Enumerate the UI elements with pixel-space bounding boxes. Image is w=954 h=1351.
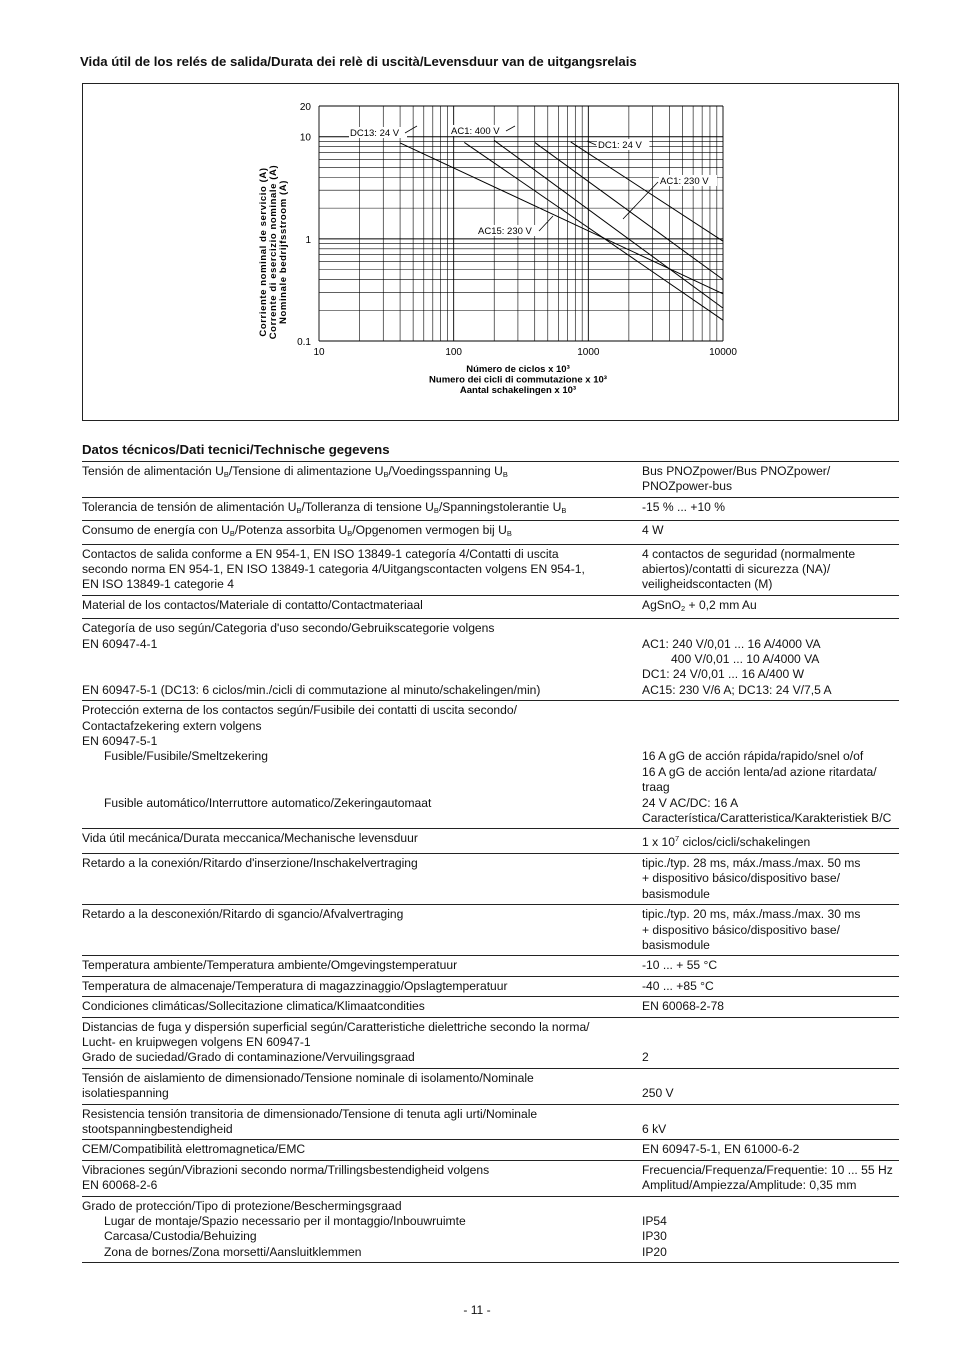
cell-text: isolatiespanning [82,1086,169,1101]
series-label: DC1: 24 V [598,140,642,151]
row-value-cell [642,544,899,595]
cell-text: IP30 [642,1229,667,1244]
row-value-cell [642,976,899,996]
cell-text: DC1: 24 V/0,01 ... 16 A/400 W [642,667,805,682]
cell-text: -40 ... +85 °C [642,978,714,993]
table-row [82,1196,899,1263]
cell-text: Grado de suciedad/Grado di contaminazione/Vervuilingsgraad [82,1050,415,1065]
cell-text: ciclos/cicli/schakelingen [679,835,811,850]
cell-text: + dispositivo básico/dispositivo base/ [642,922,840,937]
y-tick-label: 10 [299,132,311,144]
cell-text: Fusible automático/Interruttore automatico/Zekeringautomaat [104,795,432,810]
cell-text: + dispositivo básico/dispositivo base/ [642,871,840,886]
cell-text [642,1035,899,1050]
tech-data-table [82,461,899,1263]
table-row [82,544,899,595]
row-label-cell [82,956,642,976]
cell-text: tipic./typ. 20 ms, máx./mass./max. 30 ms [642,907,861,922]
row-value-cell [642,829,899,853]
cell-text: B [296,505,302,515]
row-value-cell [642,1196,899,1263]
cell-text: EN 60947-4-1 [82,636,158,651]
row-value-cell [642,997,899,1017]
tech-data-heading: Datos técnicos/Dati tecnici/Technische gegevens [82,442,390,457]
table-row [82,1160,899,1196]
row-label-cell [82,905,642,956]
cell-text: 2 [642,1050,649,1065]
chart-heading: Vida útil de los relés de salida/Durata dei relè di uscità/Levensduur van de uitgangsrelais [80,54,637,69]
table-row [82,1017,899,1068]
cell-text: 16 A gG de acción rápida/rapido/snel o/of [642,749,864,764]
x-axis-label: Numero dei cicli di commutazione x 10³ [429,374,607,386]
table-row [82,619,899,701]
cell-text: Contactafzekering extern volgens [82,718,262,733]
cell-text [642,1199,899,1214]
series-label: AC15: 230 V [478,226,532,237]
series-line [400,143,723,294]
cell-text: stootspanningbestendigheid [82,1121,233,1136]
cell-text: Distancias de fuga y dispersión superficial según/Caratteristiche dielettriche secondo la norma/ [82,1019,590,1034]
y-tick-label: 0.1 [297,337,311,348]
cell-text: AC1: 240 V/0,01 ... 16 A/4000 VA [642,636,821,651]
cell-text: EN 60068-2-6 [82,1178,158,1193]
cell-text: veiligheidscontacten (M) [642,577,773,592]
row-value-cell [642,462,899,498]
cell-text: Carcasa/Custodia/Behuizing [104,1229,257,1244]
row-value-cell [642,1160,899,1196]
cell-text: EN 60947-5-1, EN 61000-6-2 [642,1142,800,1157]
cell-text: IP20 [642,1244,667,1259]
lifetime-chart [83,84,900,422]
table-row [82,853,899,904]
cell-text: B [229,529,235,539]
cell-text: B [502,470,508,479]
row-label-cell [82,595,642,618]
cell-text: Zona de bornes/Zona morsetti/Aansluitklemmen [104,1244,362,1259]
cell-text: Temperatura ambiente/Temperatura ambiente/Omgevingstemperatuur [82,958,458,973]
table-row [82,976,899,996]
y-axis-label: Nominale bedrijfsstroom (A) [278,180,289,324]
cell-text: Temperatura de almacenaje/Temperatura di magazzinaggio/Opslagtemperatuur [82,978,508,993]
series-label: AC1: 400 V [451,126,500,137]
row-label-cell [82,853,642,904]
table-row [82,1068,899,1104]
row-label-cell [82,462,642,498]
cell-text: Fusible/Fusibile/Smeltzekering [104,749,269,764]
row-value-cell [642,853,899,904]
cell-text: Tensión de alimentación U [82,464,224,478]
row-label-cell [82,521,642,544]
cell-text: Frecuencia/Frequenza/Frequentie: 10 ... 55 Hz [642,1162,893,1177]
cell-text: Contactos de salida conforme a EN 954-1, EN ISO 13849-1 categoría 4/Contatti di uscita [82,546,559,561]
series-leader-line [539,216,553,231]
table-row [82,1104,899,1140]
cell-text: 2 [681,603,686,613]
row-label-cell [82,1017,642,1068]
x-axis-label: Aantal schakelingen x 10³ [459,385,577,396]
x-tick-label: 10000 [709,347,737,358]
cell-text: Protección externa de los contactos según/Fusibile dei contatti di uscita secondo/ [82,703,517,718]
cell-text: AC15: 230 V/6 A; DC13: 24 V/7,5 A [642,682,832,697]
cell-text: 1 x 10 [642,835,675,850]
cell-text [642,621,899,636]
cell-text: /Tensione di alimentazione U [228,464,384,478]
cell-text: /Voedingsspanning U [388,464,503,478]
cell-text: EN 60947-5-1 (DC13: 6 ciclos/min./cicli di commutazione al minuto/schakelingen/min) [82,682,541,697]
y-tick-label: 1 [305,234,311,246]
cell-text: -15 % ... +10 % [642,499,726,514]
series-label: DC13: 24 V [350,128,400,139]
row-value-cell [642,956,899,976]
cell-text [82,780,642,795]
cell-text: EN ISO 13849-1 categorie 4 [82,577,234,592]
cell-text [82,652,642,667]
cell-text: Retardo a la conexión/Ritardo d'inserzione/Inschakelvertraging [82,855,418,870]
cell-text: Condiciones climáticas/Sollecitazione climatica/Klimaatcondities [82,999,425,1014]
table-row [82,701,899,829]
cell-text: basismodule [642,886,710,901]
cell-text [642,703,899,718]
cell-text [82,500,642,518]
cell-text: + 0,2 mm Au [685,597,757,612]
table-row [82,595,899,618]
row-value-cell [642,1104,899,1140]
table-row [82,497,899,520]
row-label-cell [82,701,642,829]
row-label-cell [82,619,642,701]
cell-text: 4 W [642,523,664,538]
cell-text: Vibraciones según/Vibrazioni secondo norma/Trillingsbestendigheid volgens [82,1162,490,1177]
cell-text: PNOZpower-bus [642,479,733,494]
cell-text: B [347,529,353,539]
cell-text: /Potenza assorbita U [234,523,348,538]
cell-text: Categoría de uso según/Categoria d'uso secondo/Gebruikscategorie volgens [82,621,495,636]
row-value-cell [642,701,899,829]
lifetime-chart-frame [82,83,899,421]
table-row [82,997,899,1017]
cell-text: Retardo a la desconexión/Ritardo di sgancio/Afvalvertraging [82,907,404,922]
cell-text: basismodule [642,937,710,952]
cell-text: AgSnO [642,597,681,612]
row-label-cell [82,997,642,1017]
row-label-cell [82,1196,642,1263]
cell-text: EN 60068-2-78 [642,999,725,1014]
cell-text: 250 V [642,1086,674,1101]
row-value-cell [642,1017,899,1068]
cell-text: /Tolleranza di tensione U [301,499,434,514]
x-tick-label: 100 [445,347,463,358]
cell-text: B [223,470,229,479]
cell-text: Material de los contactos/Materiale di contatto/Contactmateriaal [82,597,423,612]
row-value-cell [642,1140,899,1160]
cell-text: Lucht- en kruipwegen volgens EN 60947-1 [82,1034,311,1049]
x-tick-label: 10 [313,347,325,358]
cell-text [82,667,642,682]
cell-text: Amplitud/Ampiezza/Amplitude: 0,35 mm [642,1178,857,1193]
row-label-cell [82,497,642,520]
series-line [494,140,723,308]
cell-text: CEM/Compatibilità elettromagnetica/EMC [82,1142,306,1157]
cell-text: Bus PNOZpower/Bus PNOZpower/ [642,464,831,478]
row-value-cell [642,1068,899,1104]
table-row [82,462,899,498]
cell-text: Consumo de energía con U [82,523,230,538]
row-label-cell [82,1160,642,1196]
cell-text [82,765,642,780]
cell-text [642,719,899,734]
cell-text: /Spanningstolerantie U [438,499,562,514]
cell-text: 400 V/0,01 ... 10 A/4000 VA [671,652,820,667]
cell-text [642,1107,899,1122]
table-row [82,521,899,544]
x-axis-label: Número de ciclos x 10³ [466,364,570,375]
row-label-cell [82,829,642,853]
cell-text [642,734,899,749]
cell-text: Grado de protección/Tipo di protezione/Beschermingsgraad [82,1198,402,1213]
cell-text [642,1071,899,1086]
series-line [571,142,723,241]
row-value-cell [642,595,899,618]
cell-text: Tensión de aislamiento de dimensionado/Tensione nominale di isolamento/Nominale [82,1070,534,1085]
cell-text: Lugar de montaje/Spazio necessario per il montaggio/Inbouwruimte [104,1214,466,1228]
cell-text: 4 contactos de seguridad (normalmente [642,546,856,561]
cell-text: 7 [674,834,680,844]
table-row [82,905,899,956]
table-row [82,829,899,853]
row-label-cell [82,1068,642,1104]
row-label [82,464,642,482]
cell-text [82,523,642,541]
cell-text: B [383,470,389,479]
table-row [82,1140,899,1160]
y-axis-label: Corriente nominal de servicio (A) [258,167,269,337]
y-tick-label: 20 [299,102,311,113]
cell-text [642,1020,899,1035]
cell-text: Resistencia tensión transitoria de dimensionado/Tensione di tenuta agli urti/Nominale [82,1106,538,1121]
cell-text: IP54 [642,1213,667,1228]
series-label: AC1: 230 V [660,176,709,187]
cell-text: 6 kV [642,1121,667,1136]
cell-text: B [561,505,567,515]
cell-text: 24 V AC/DC: 16 A [642,795,739,810]
cell-text [642,598,899,616]
cell-text: -10 ... + 55 °C [642,958,718,973]
row-label-cell [82,544,642,595]
cell-text: B [506,529,512,539]
cell-text: EN 60947-5-1 [82,734,158,749]
cell-text: secondo norma EN 954-1, EN ISO 13849-1 categoria 4/Uitgangscontacten volgens EN 954-1, [82,562,585,577]
cell-text: abiertos)/contatti di sicurezza (NA)/ [642,562,831,577]
cell-text: traag [642,780,670,795]
row-value-cell [642,905,899,956]
cell-text: tipic./typ. 28 ms, máx./mass./max. 50 ms [642,855,861,870]
cell-text: /Opgenomen vermogen bij U [352,523,507,538]
row-label-cell [82,976,642,996]
row-label-cell [82,1140,642,1160]
row-label-cell [82,1104,642,1140]
cell-text: 16 A gG de acción lenta/ad azione ritardata/ [642,764,877,779]
y-axis-label: Corrente di esercizio nominale (A) [268,164,279,340]
x-tick-label: 1000 [577,347,600,358]
cell-text [642,831,899,850]
table-row [82,956,899,976]
row-value-cell [642,619,899,701]
cell-text: Característica/Caratteristica/Karakteristiek B/C [642,811,892,826]
cell-text: Tolerancia de tensión de alimentación U [82,499,297,514]
row-value-cell [642,497,899,520]
cell-text: Vida útil mecánica/Durata meccanica/Mechanische levensduur [82,831,418,846]
cell-text: B [433,505,439,515]
page-number: - 11 - [463,1303,491,1317]
row-value-cell [642,521,899,544]
